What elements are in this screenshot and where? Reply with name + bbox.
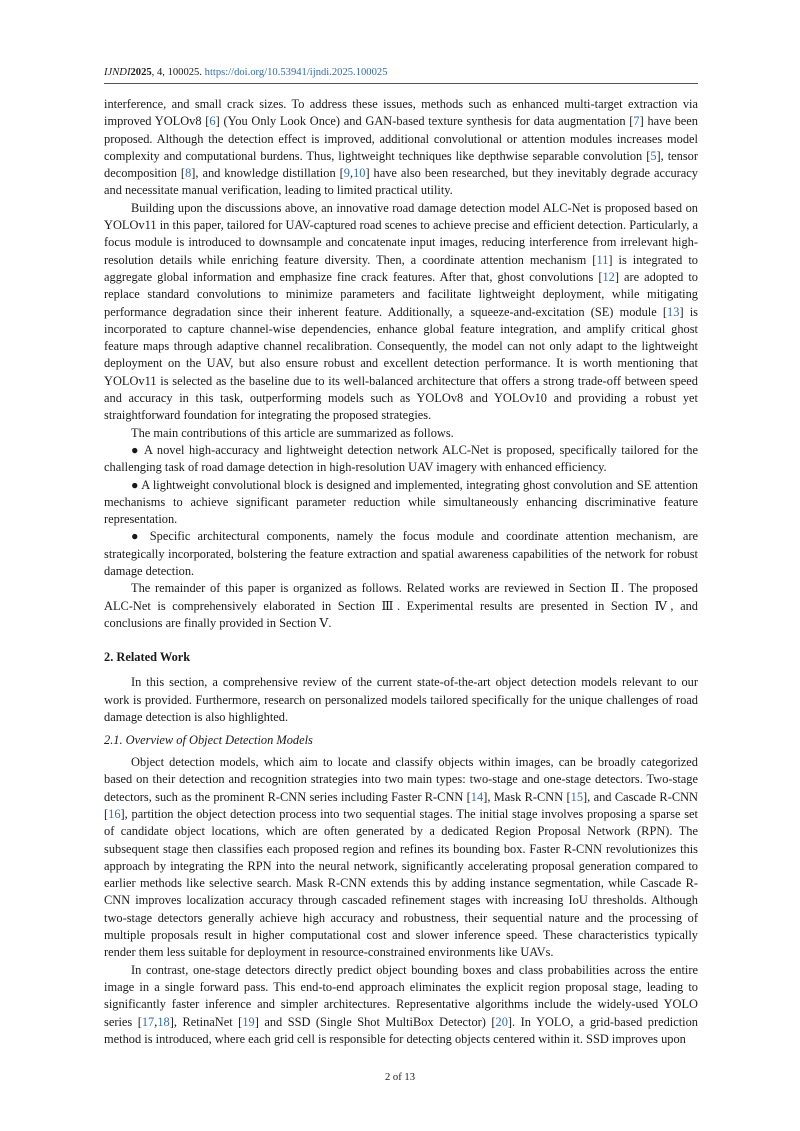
paragraph-contributions-intro: The main contributions of this article are summarized as follows. — [131, 425, 454, 440]
contribution-bullet-1: ● A novel high-accuracy and lightweight detection network ALC-Net is proposed, specifically tailored for the challenging task of road damage detection in high-resolution UAV imagery with enhanced efficiency. — [104, 442, 698, 475]
citation-5[interactable]: 5 — [650, 148, 657, 163]
citation-18[interactable]: 18 — [157, 1014, 170, 1029]
journal-year: 2025 — [130, 67, 152, 78]
journal-volume: , 4, 100025. — [151, 67, 205, 78]
citation-9[interactable]: 9 — [343, 166, 350, 181]
paragraph-intro-continued: interference, and small crack sizes. To address these issues, methods such as enhanced multi-target extraction via improved YOLOv8 [6] (You Only Look Once) and GAN-based texture synthesis for data augmentation [7] have been proposed. Although the detection effect is improved, additional convolutional or attention modules increases model complexity and computational burdens. Thus, lightweight techniques like depthwise separable convolution [5], tensor decomposition [8], and knowledge distillation [9,10] have also been researched, but they inevitably degrade accuracy and necessitate manual verification, leading to limited practical utility. — [104, 97, 699, 198]
citation-17[interactable]: 17 — [141, 1014, 155, 1029]
citation-12[interactable]: 12 — [602, 269, 615, 284]
header-rule — [104, 83, 698, 84]
paragraph-one-stage: In contrast, one-stage detectors directly predict object bounding boxes and class probabilities across the entire image in a single forward pass. This end-to-end approach eliminates the explicit region proposal stage, leading to significantly faster inference and simpler architectures. Representative algorithms include the widely-used YOLO series [17,18], RetinaNet [19] and SSD (Single Shot MultiBox Detector) [20]. In YOLO, a grid-based prediction method is introduced, where each grid cell is responsible for detecting objects centered within it. SSD improves upon — [104, 962, 698, 1046]
citation-7[interactable]: 7 — [633, 114, 640, 129]
citation-14[interactable]: 14 — [470, 789, 484, 804]
citation-11[interactable]: 11 — [596, 252, 609, 267]
citation-16[interactable]: 16 — [108, 806, 121, 821]
page-number: 2 of 13 — [384, 1072, 415, 1083]
citation-6[interactable]: 6 — [209, 114, 216, 129]
contribution-bullet-2: ● A lightweight convolutional block is designed and implemented, integrating ghost convolution and SE attention mechanisms to achieve significant parameter reduction while simultaneously enhancing discriminative feature representation. — [104, 477, 698, 527]
journal-name: IJNDI — [104, 67, 131, 78]
citation-10[interactable]: 10 — [353, 166, 366, 181]
citation-20[interactable]: 20 — [495, 1014, 508, 1029]
paragraph-proposed-model: Building upon the discussions above, an innovative road damage detection model ALC-Net is proposed based on YOLOv11 in this paper, tailored for UAV-captured road scenes to achieve precise and efficient detection. Particularly, a focus module is introduced to downsample and concatenate input images, reducing interference from irrelevant high-resolution details while enriching feature diversity. Then, a coordinate attention mechanism [11] is integrated to aggregate global information and emphasize fine crack features. After that, ghost convolutions [12] are adopted to replace standard convolutions to minimize parameters and facilitate lightweight deployment, while mitigating performance degradation since their inherent feature. Additionally, a squeeze-and-excitation (SE) module [13] is incorporated to capture channel-wise dependencies, enhance global feature integration, and amplify critical ghost feature maps through adaptive channel recalibration. Consequently, the model can not only adapt to the lightweight deployment on the UAV, but also ensure robust and excellent detection performance. It is worth mentioning that YOLOv11 is selected as the baseline due to its well-balanced architecture that offers a strong trade-off between speed and accuracy in this task, outperforming models such as YOLOv8 and YOLOv10 and providing a robust yet straightforward foundation for integrating the proposed strategies. — [104, 200, 699, 423]
doi-link[interactable]: https://doi.org/10.53941/ijndi.2025.100025 — [204, 67, 388, 78]
citation-19[interactable]: 19 — [242, 1014, 255, 1029]
citation-15[interactable]: 15 — [570, 789, 584, 804]
paragraph-organization: The remainder of this paper is organized as follows. Related works are reviewed in Section Ⅱ. The proposed ALC-Net is comprehensively elaborated in Section Ⅲ. Experimental results are presented in Section Ⅳ, and conclusions are finally provided in Section Ⅴ. — [104, 581, 698, 630]
paragraph-two-stage: Object detection models, which aim to locate and classify objects within images, can be broadly categorized based on their detection and recognition strategies into two main types: two-stage and one-stage detectors. Two-stage detectors, such as the prominent R-CNN series including Faster R-CNN [14], Mask R-CNN [15], and Cascade R-CNN [16], partition the object detection process into two sequential stages. The initial stage involves proposing a sparse set of candidate object locations, which are often generated by a dedicated Region Proposal Network (RPN). The subsequent stage then classifies each proposed region and refines its bounding box. Faster R-CNN revolutionizes this approach by integrating the RPN into the neural network, significantly accelerating proposal generation compared to earlier methods like selective search. Mask R-CNN extends this by adding instance segmentation, while Cascade R-CNN improves localization accuracy through cascaded refinement stages with increasing IoU thresholds. Although two-stage detectors generally achieve high accuracy and robustness, their sequential nature and the processing of multiple proposals result in higher computational cost and slower inference speed. These characteristics typically render them less suitable for deployment in resource-constrained environments like UAVs. — [104, 755, 698, 960]
citation-8[interactable]: 8 — [185, 166, 192, 181]
subsection-heading-overview: 2.1. Overview of Object Detection Models — [104, 733, 313, 748]
contribution-bullet-3: ● Specific architectural components, namely the focus module and coordinate attention mechanism, are strategically incorporated, bolstering the feature extraction and spatial awareness capabilities of the network for robust damage detection. — [104, 529, 698, 579]
citation-13[interactable]: 13 — [667, 304, 680, 319]
running-header — [104, 66, 698, 80]
article-body — [104, 96, 698, 1048]
section-heading-related-work: 2. Related Work — [104, 650, 191, 665]
paragraph-related-intro: In this section, a comprehensive review of the current state-of-the-art object detection models relevant to our work is provided. Furthermore, research on personalized models tailored specifically for the unique challenges of road damage detection is also highlighted. — [104, 675, 698, 724]
